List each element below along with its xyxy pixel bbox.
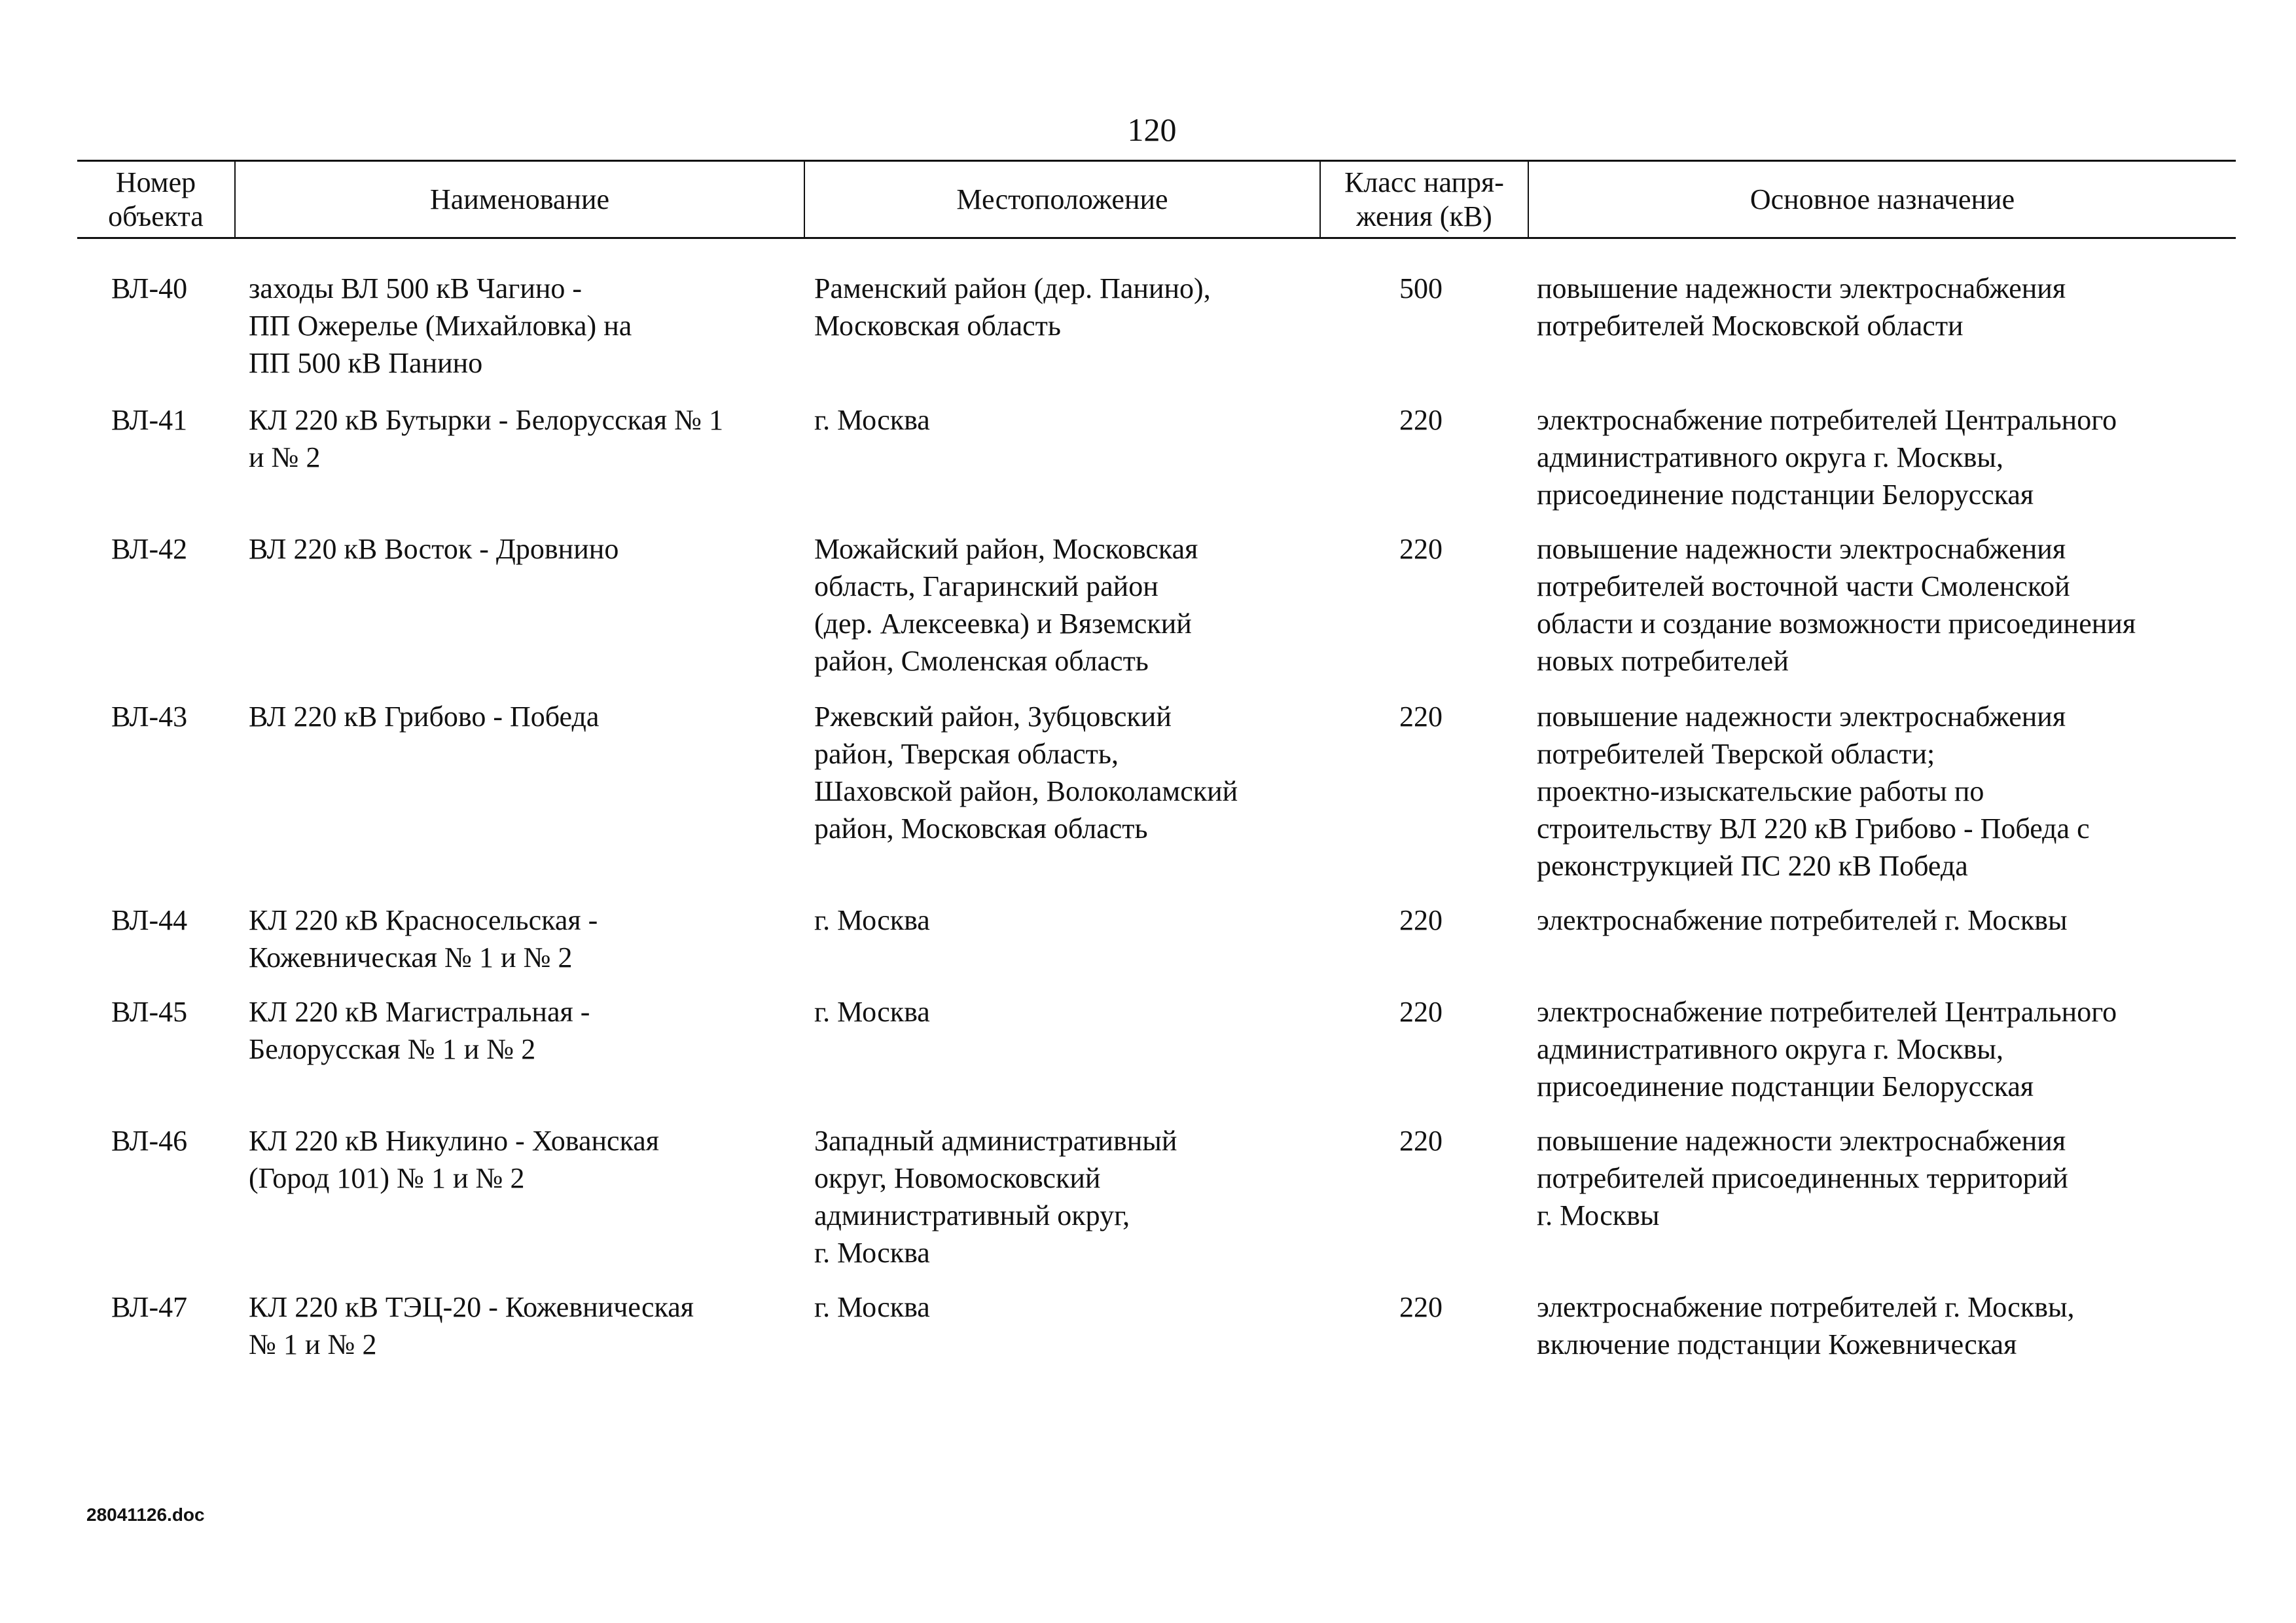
- object-purpose: электроснабжение потребителей Центрального административного округа г. Москвы, присоединение подстанции Белорусская: [1537, 996, 2117, 1103]
- table-row: [77, 530, 2236, 698]
- object-purpose: электроснабжение потребителей г. Москвы, включение подстанции Кожевническая: [1537, 1291, 2075, 1360]
- object-number: ВЛ-44: [111, 904, 188, 936]
- object-number: ВЛ-47: [111, 1291, 188, 1323]
- object-location: г. Москва: [814, 1291, 930, 1323]
- table-body: [77, 270, 2236, 1380]
- file-name-footer: 28041126.doc: [86, 1504, 205, 1525]
- object-number: ВЛ-45: [111, 996, 188, 1028]
- object-name: КЛ 220 кВ Магистральная - Белорусская № 1 и № 2: [249, 996, 590, 1065]
- object-name: КЛ 220 кВ Никулино - Хованская (Город 101) № 1 и № 2: [249, 1125, 660, 1194]
- header-number: Номер объекта: [108, 166, 204, 232]
- object-location: г. Москва: [814, 404, 930, 436]
- object-voltage: 220: [1399, 904, 1443, 936]
- table-row: [77, 270, 2236, 401]
- object-purpose: повышение надежности электроснабжения потребителей восточной части Смоленской области и создание возможности присоединения новых потребителей: [1537, 533, 2136, 677]
- object-location: Ржевский район, Зубцовский район, Тверская область, Шаховской район, Волоколамский район, Московская область: [814, 701, 1238, 845]
- object-purpose: повышение надежности электроснабжения потребителей Тверской области; проектно-изыскательские работы по строительству ВЛ 220 кВ Грибово - Победа с реконструкцией ПС 220 кВ Победа: [1537, 701, 2090, 882]
- object-purpose: повышение надежности электроснабжения потребителей Московской области: [1537, 272, 2066, 342]
- object-voltage: 220: [1399, 533, 1443, 565]
- object-number: ВЛ-43: [111, 701, 188, 733]
- object-voltage: 220: [1399, 404, 1443, 436]
- object-name: ВЛ 220 кВ Грибово - Победа: [249, 701, 600, 733]
- header-purpose: Основное назначение: [1528, 162, 2236, 237]
- object-voltage: 220: [1399, 701, 1443, 733]
- object-location: г. Москва: [814, 904, 930, 936]
- object-location: Можайский район, Московская область, Гагаринский район (дер. Алексеевка) и Вяземский район, Смоленская область: [814, 533, 1198, 677]
- table-row: [77, 1122, 2236, 1288]
- object-number: ВЛ-42: [111, 533, 188, 565]
- header-location: Местоположение: [804, 162, 1319, 237]
- object-number: ВЛ-40: [111, 272, 188, 304]
- object-name: заходы ВЛ 500 кВ Чагино - ПП Ожерелье (Михайловка) на ПП 500 кВ Панино: [249, 272, 632, 379]
- table-row: [77, 401, 2236, 530]
- object-voltage: 220: [1399, 996, 1443, 1028]
- object-location: г. Москва: [814, 996, 930, 1028]
- object-name: ВЛ 220 кВ Восток - Дровнино: [249, 533, 619, 565]
- object-voltage: 500: [1399, 272, 1443, 304]
- object-purpose: электроснабжение потребителей Центрального административного округа г. Москвы, присоединение подстанции Белорусская: [1537, 404, 2117, 511]
- header-name: Наименование: [234, 162, 804, 237]
- object-name: КЛ 220 кВ ТЭЦ-20 - Кожевническая № 1 и № 2: [249, 1291, 694, 1360]
- object-voltage: 220: [1399, 1291, 1443, 1323]
- object-name: КЛ 220 кВ Красносельская - Кожевническая № 1 и № 2: [249, 904, 598, 974]
- header-voltage: Класс напря- жения (кВ): [1319, 162, 1528, 237]
- object-location: Западный административный округ, Новомосковский административный округ, г. Москва: [814, 1125, 1177, 1269]
- object-voltage: 220: [1399, 1125, 1443, 1157]
- table-row: [77, 698, 2236, 902]
- object-purpose: электроснабжение потребителей г. Москвы: [1537, 904, 2068, 936]
- table-row: [77, 1288, 2236, 1380]
- table-row: [77, 993, 2236, 1122]
- object-purpose: повышение надежности электроснабжения потребителей присоединенных территорий г. Москвы: [1537, 1125, 2068, 1231]
- page-number: 120: [1127, 111, 1177, 148]
- table-header: [77, 160, 2236, 239]
- object-location: Раменский район (дер. Панино), Московская область: [814, 272, 1211, 342]
- object-number: ВЛ-41: [111, 404, 188, 436]
- object-number: ВЛ-46: [111, 1125, 188, 1157]
- object-name: КЛ 220 кВ Бутырки - Белорусская № 1 и № 2: [249, 404, 724, 473]
- table-row: [77, 902, 2236, 993]
